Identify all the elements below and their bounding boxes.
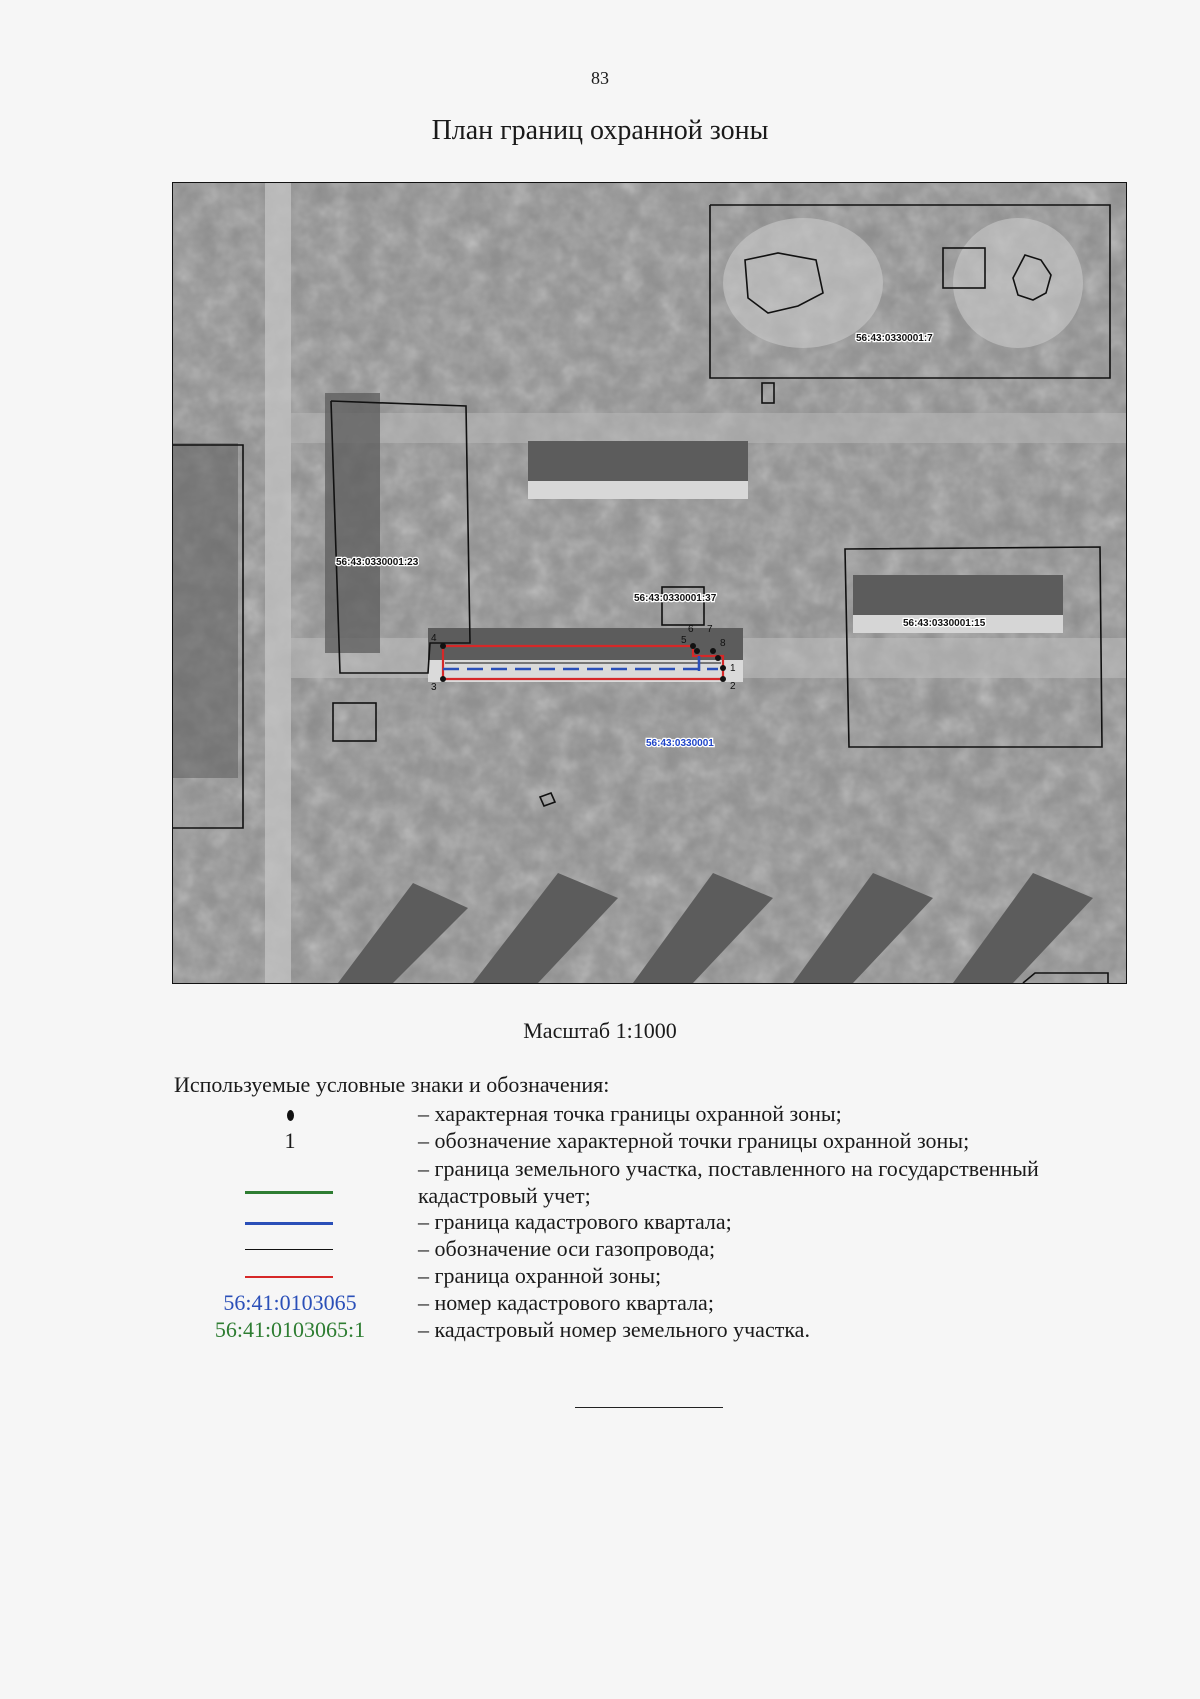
legend-text: – граница земельного участка, поставленного на государственный кадастровый учет; <box>418 1156 1039 1208</box>
boundary-point-4 <box>440 643 446 649</box>
parcel-7-label: 56:43:0330001:7 <box>856 333 933 344</box>
legend-text: – граница кадастрового квартала; <box>418 1209 732 1234</box>
legend-symbol <box>210 1208 370 1236</box>
point-number-8: 8 <box>720 638 726 649</box>
legend-item-quarter-number <box>0 1289 1200 1317</box>
boundary-point-2 <box>720 676 726 682</box>
legend-symbol: 56:41:0103065:1 <box>214 1317 366 1342</box>
end-divider <box>575 1407 723 1408</box>
boundary-point-1 <box>720 665 726 671</box>
boundary-point-5 <box>690 643 696 649</box>
parcel-23-label: 56:43:0330001:23 <box>336 557 419 568</box>
legend-symbol <box>210 1262 370 1290</box>
legend-symbol <box>210 1235 370 1263</box>
legend-text: – обозначение оси газопровода; <box>418 1236 716 1261</box>
black-line-icon <box>245 1249 333 1250</box>
legend-text: – характерная точка границы охранной зоны; <box>418 1101 842 1126</box>
blue-line-icon <box>245 1222 333 1225</box>
legend-symbol <box>210 1100 370 1128</box>
legend-symbol <box>210 1155 370 1183</box>
map-scale: Масштаб 1:1000 <box>523 1018 677 1043</box>
legend-item-parcel-number <box>0 1316 1200 1344</box>
map-plan <box>172 182 1127 984</box>
legend-text: – кадастровый номер земельного участка. <box>418 1317 810 1342</box>
green-line-icon <box>245 1191 333 1194</box>
road-vertical <box>265 183 291 983</box>
legend-item-quarter-boundary <box>0 1208 1200 1236</box>
point-number-1: 1 <box>730 663 736 674</box>
legend-text: – граница охранной зоны; <box>418 1263 662 1288</box>
page-title: План границ охранной зоны <box>431 115 769 146</box>
point-number-5: 5 <box>681 635 687 646</box>
legend-item-gas-axis <box>0 1235 1200 1263</box>
quarter-label: 56:43:0330001 <box>646 738 714 749</box>
point-number-4: 4 <box>431 633 437 644</box>
boundary-point-8 <box>715 655 721 661</box>
boundary-point-7 <box>710 648 716 654</box>
legend-item-point <box>0 1100 1200 1128</box>
page-number: 83 <box>591 68 609 88</box>
parcel-15-label: 56:43:0330001:15 <box>903 618 986 629</box>
legend-item-protection-zone <box>0 1262 1200 1290</box>
boundary-point-6 <box>694 648 700 654</box>
point-number-2: 2 <box>730 681 736 692</box>
satellite-map <box>173 183 1126 983</box>
legend-symbol: 1 <box>284 1128 296 1153</box>
parcel-37-label: 56:43:0330001:37 <box>634 593 717 604</box>
legend-text: – обозначение характерной точки границы охранной зоны; <box>418 1128 970 1153</box>
legend-item-point-number <box>0 1127 1200 1155</box>
red-line-icon <box>245 1276 333 1278</box>
point-number-6: 6 <box>688 624 694 635</box>
legend-text: – номер кадастрового квартала; <box>418 1290 714 1315</box>
point-marker-icon <box>287 1110 294 1121</box>
boundary-point-3 <box>440 676 446 682</box>
point-number-3: 3 <box>431 682 437 693</box>
point-number-7: 7 <box>707 624 713 635</box>
open-area-right <box>953 218 1083 348</box>
legend-title: Используемые условные знаки и обозначения: <box>174 1072 610 1097</box>
road-upper <box>291 413 1126 443</box>
legend-item-parcel-boundary <box>0 1155 1200 1209</box>
legend-symbol: 56:41:0103065 <box>223 1290 357 1315</box>
